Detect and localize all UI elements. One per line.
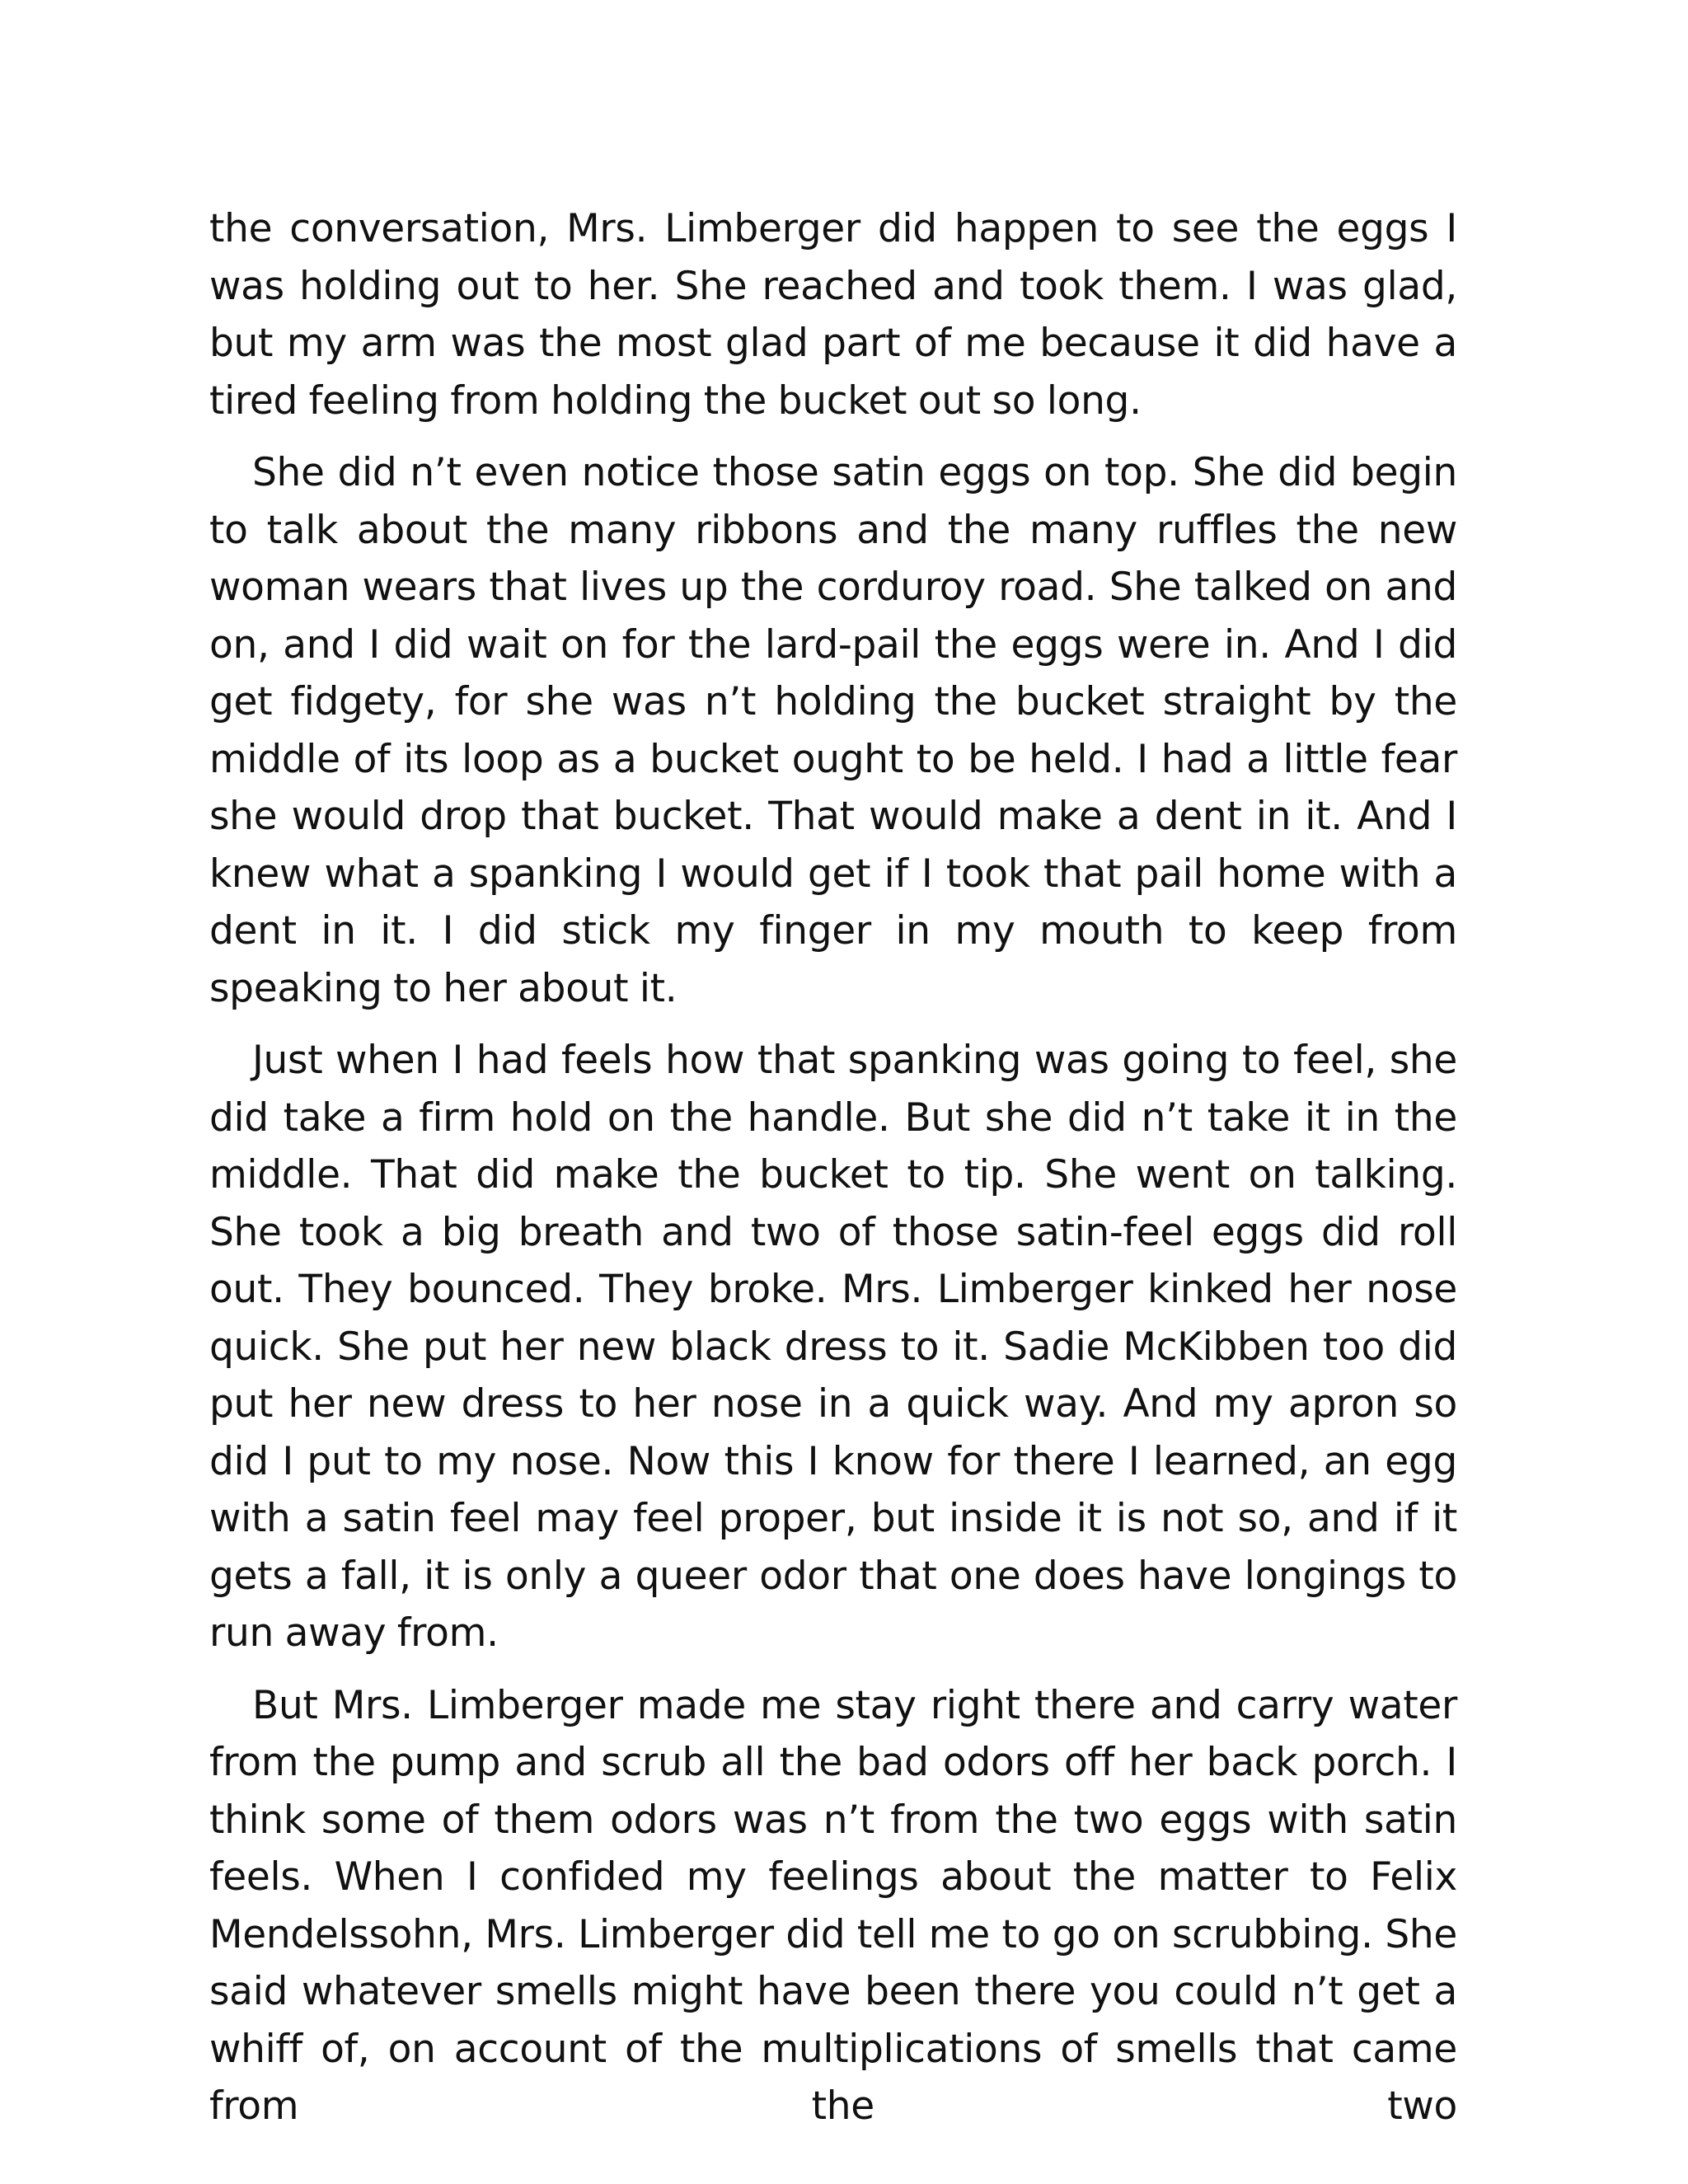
paragraph-1: the conversation, Mrs. Limberger did happen to see the eggs I was holding out to her. She reached and took them. I was glad, but my arm was the most glad part of me because it did have a tired feeling from holding the bucket out so long. — [209, 206, 1457, 424]
body-text — [209, 200, 1457, 2150]
paragraph-3: Just when I had feels how that spanking was going to feel, she did take a firm hold on the handle. But she did n’t take it in the middle. That did make the bucket to tip. She went on talking. She took a big breath and two of those satin-feel eggs did roll out. They bounced. They broke. Mrs. Limberger kinked her nose quick. She put her new black dress to it. Sadie McKibben too did put her new dress to her nose in a quick way. And my apron so did I put to my nose. Now this I know for there I learned, an egg with a satin feel may feel proper, but inside it is not so, and if it gets a fall, it is only a queer odor that one does have longings to run away from. — [209, 1038, 1457, 1656]
paragraph-4: But Mrs. Limberger made me stay right there and carry water from the pump and scrub all the bad odors off her back porch. I think some of them odors was n’t from the two eggs with satin feels. When I confided my feelings about the matter to Felix Mendelssohn, Mrs. Limberger did tell me to go on scrubbing. She said whatever smells might have been there you could n’t get a whiff of, on account of the multiplications of smells that came from the two — [209, 1682, 1457, 2129]
paragraph-2: She did n’t even notice those satin eggs on top. She did begin to talk about the many ribbons and the many ruffles the new woman wears that lives up the corduroy road. She talked on and on, and I did wait on for the lard-pail the eggs were in. And I did get fidgety, for she was n’t holding the bucket straight by the middle of its loop as a bucket ought to be held. I had a little fear she would drop that bucket. That would make a dent in it. And I knew what a spanking I would get if I took that pail home with a dent in it. I did stick my finger in my mouth to keep from speaking to her about it. — [209, 450, 1457, 1011]
